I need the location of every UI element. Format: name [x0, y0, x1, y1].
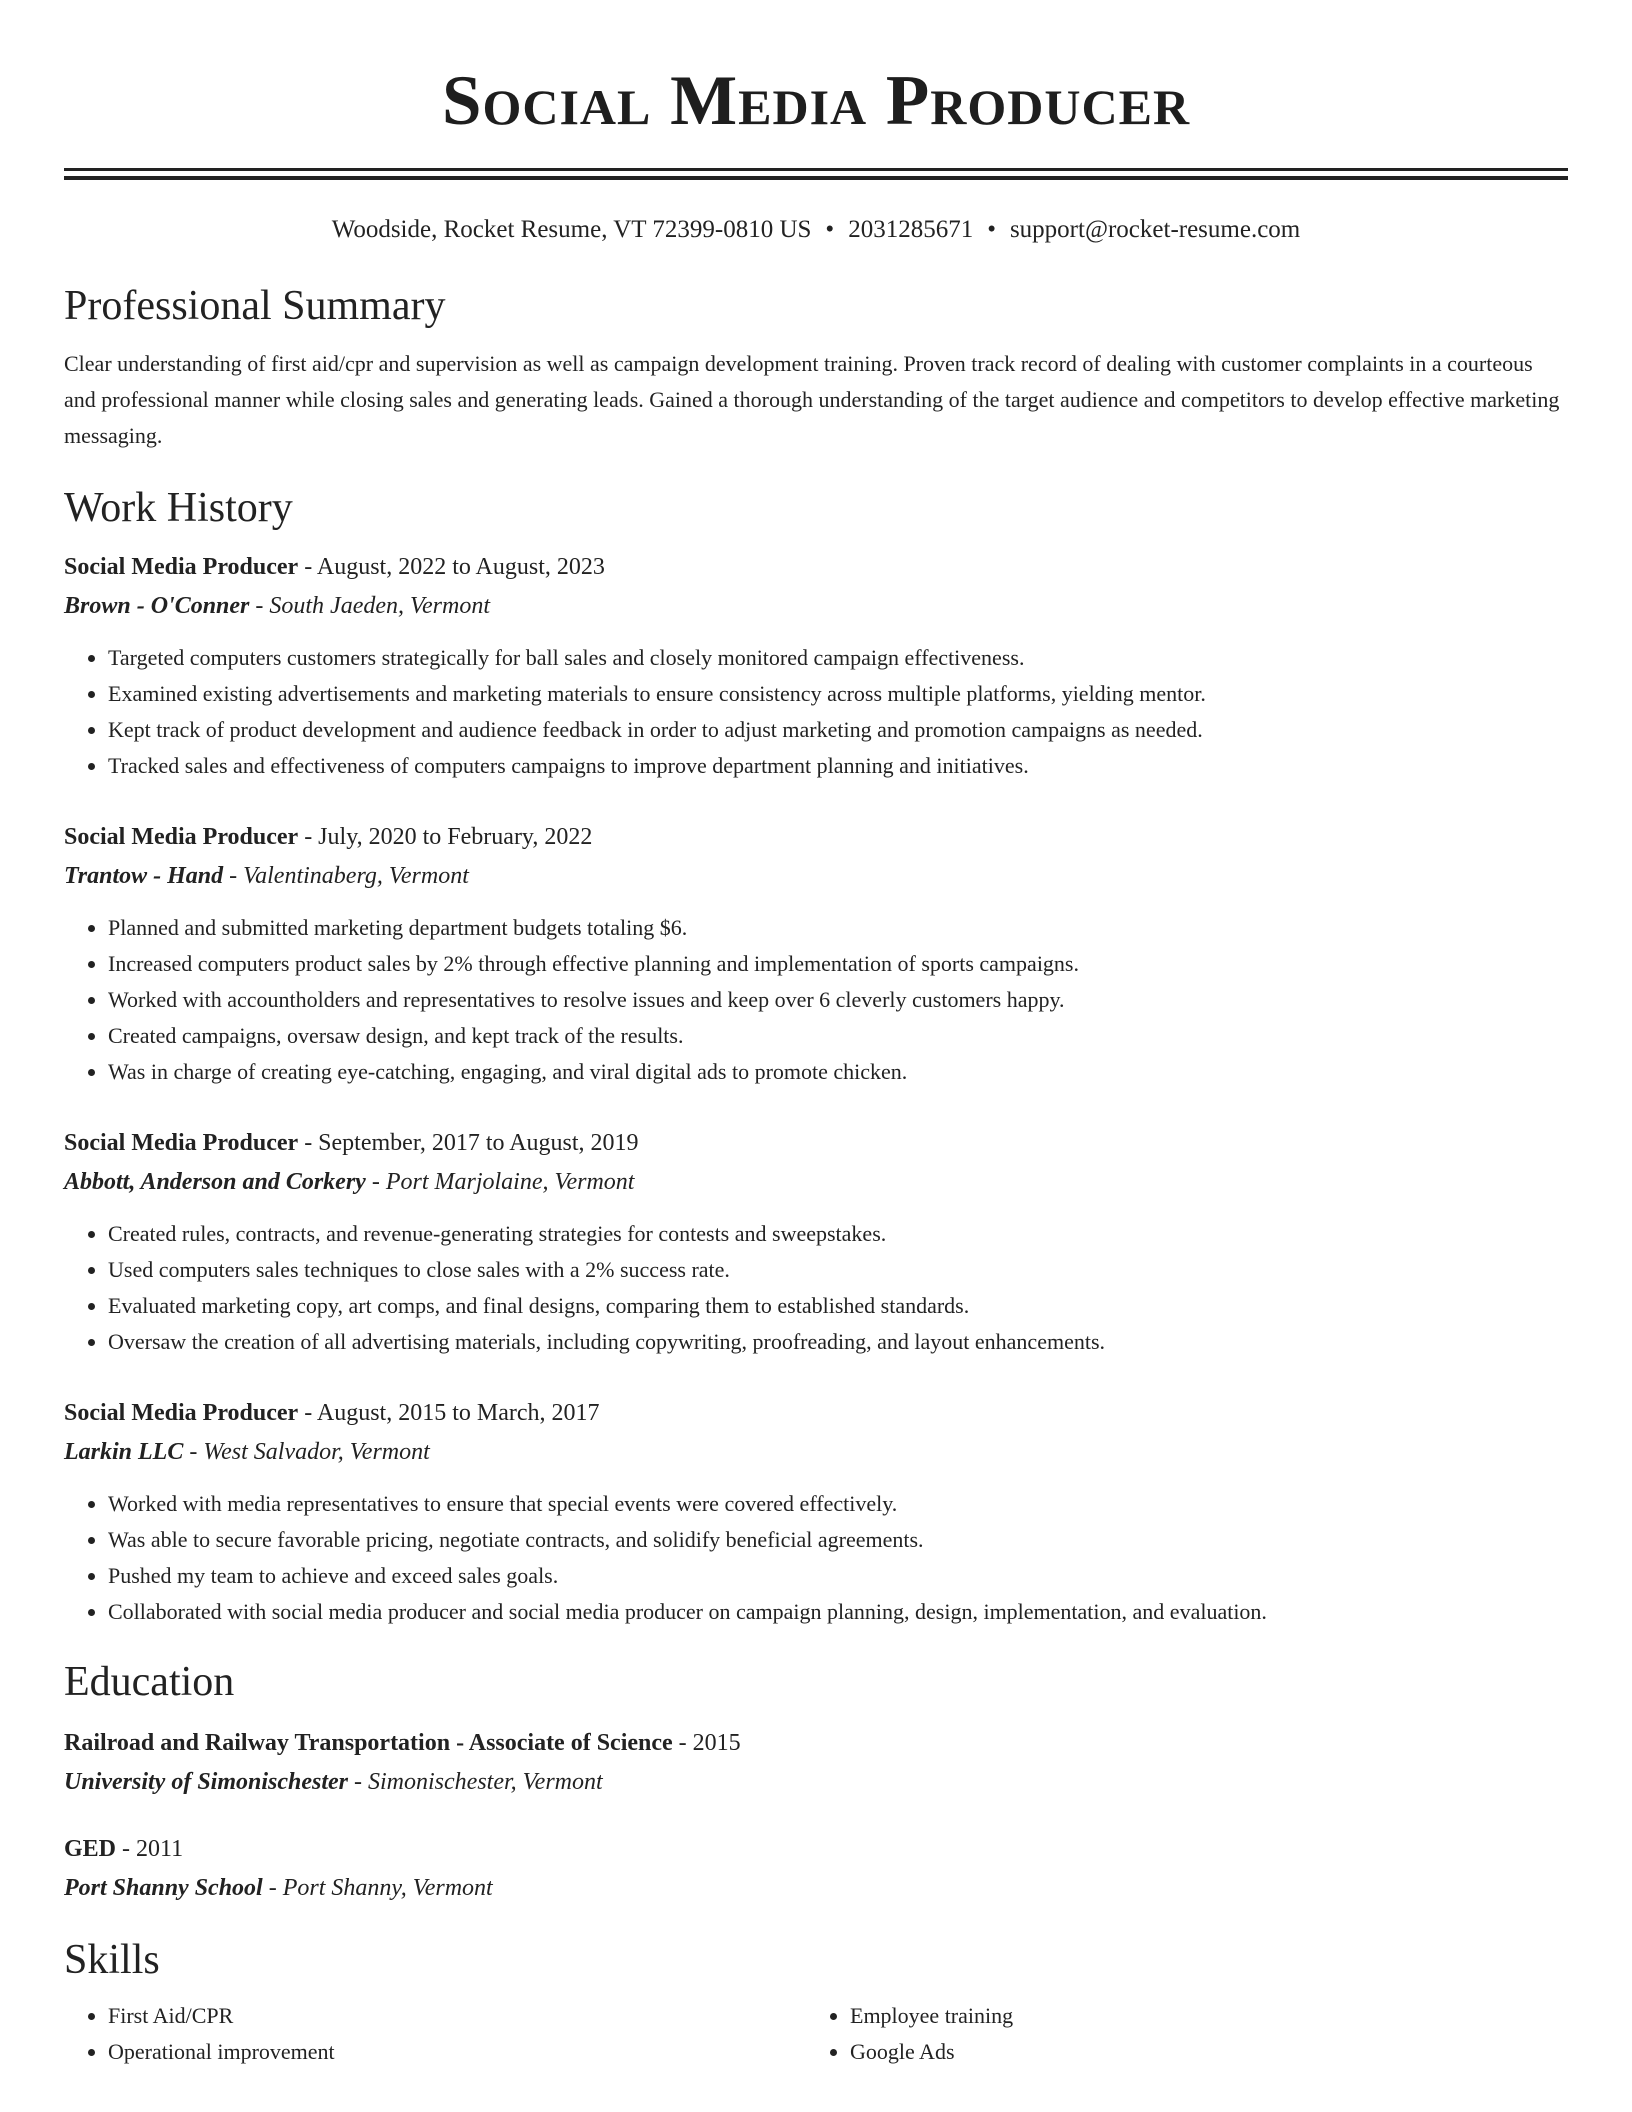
school-location: - Simonischester, Vermont [354, 1769, 603, 1795]
job-dates: - September, 2017 to August, 2019 [304, 1130, 639, 1156]
degree-name: Railroad and Railway Transportation - Associate of Science [64, 1730, 673, 1756]
employer-location: - Valentinaberg, Vermont [229, 863, 469, 889]
degree-year: - 2015 [678, 1730, 741, 1756]
summary-heading: Professional Summary [64, 283, 446, 329]
skills-grid [64, 1998, 1568, 2070]
list-item: • Planned and submitted marketing department budgets totaling $6. [108, 910, 1568, 946]
work-history-heading: Work History [64, 485, 293, 531]
employer-name: Larkin LLC [64, 1439, 184, 1465]
list-item: • Collaborated with social media producer and social media producer on campaign planning, design, implementation, and evaluation. [108, 1594, 1568, 1630]
job-title: Social Media Producer [64, 1400, 299, 1426]
list-item: • Examined existing advertisements and marketing materials to ensure consistency across multiple platforms, yielding mentor. [108, 676, 1568, 712]
education-heading: Education [64, 1659, 235, 1705]
list-item: • Was able to secure favorable pricing, negotiate contracts, and solidify beneficial agreements. [108, 1522, 1568, 1558]
list-item: • Worked with accountholders and representatives to resolve issues and keep over 6 cleverly customers happy. [108, 982, 1568, 1018]
degree-name: GED [64, 1836, 117, 1862]
contact-line [64, 214, 1568, 246]
job-bullets [64, 910, 1568, 1090]
list-item: • Used computers sales techniques to close sales with a 2% success rate. [108, 1252, 1568, 1288]
education-entry [64, 1724, 1568, 1802]
resume-title: Social Media Producer [441, 62, 1191, 140]
job-bullets [64, 1486, 1568, 1630]
employer-name: Brown - O'Conner [64, 593, 250, 619]
job-entry [64, 818, 1568, 1090]
skills-column-right [806, 1998, 1548, 2070]
school-location: - Port Shanny, Vermont [268, 1875, 493, 1901]
skill-item: • Employee training [850, 1998, 1548, 2034]
employer-line [64, 1432, 1568, 1472]
skills-column-left [64, 1998, 806, 2070]
list-item: • Targeted computers customers strategically for ball sales and closely monitored campaign effectiveness. [108, 640, 1568, 676]
employer-name: Abbott, Anderson and Corkery [64, 1169, 366, 1195]
title-divider [64, 168, 1568, 180]
school-name: Port Shanny School [64, 1875, 263, 1901]
job-title: Social Media Producer [64, 1130, 299, 1156]
list-item: • Oversaw the creation of all advertising materials, including copywriting, proofreading, and layout enhancements. [108, 1324, 1568, 1360]
list-item: • Created rules, contracts, and revenue-generating strategies for contests and sweepstakes. [108, 1216, 1568, 1252]
contact-address: Woodside, Rocket Resume, VT 72399-0810 US [331, 216, 812, 243]
job-title-line [64, 548, 1568, 586]
contact-email: support@rocket-resume.com [1009, 216, 1301, 243]
list-item: • Tracked sales and effectiveness of computers campaigns to improve department planning and initiatives. [108, 748, 1568, 784]
job-entry [64, 548, 1568, 784]
employer-line [64, 586, 1568, 626]
job-dates: - August, 2022 to August, 2023 [304, 554, 605, 580]
employer-location: - West Salvador, Vermont [189, 1439, 430, 1465]
list-item: • Was in charge of creating eye-catching, engaging, and viral digital ads to promote chicken. [108, 1054, 1568, 1090]
employer-line [64, 1162, 1568, 1202]
skills-heading: Skills [64, 1937, 160, 1983]
job-entry [64, 1394, 1568, 1630]
job-title: Social Media Producer [64, 554, 299, 580]
degree-line [64, 1830, 1568, 1868]
job-title-line [64, 1394, 1568, 1432]
list-item: • Increased computers product sales by 2% through effective planning and implementation of sports campaigns. [108, 946, 1568, 982]
skill-item: • Operational improvement [108, 2034, 806, 2070]
education-entry [64, 1830, 1568, 1908]
employer-name: Trantow - Hand [64, 863, 224, 889]
skill-item: • Google Ads [850, 2034, 1548, 2070]
employer-location: - South Jaeden, Vermont [255, 593, 490, 619]
list-item: • Created campaigns, oversaw design, and kept track of the results. [108, 1018, 1568, 1054]
employer-line [64, 856, 1568, 896]
list-item: • Pushed my team to achieve and exceed sales goals. [108, 1558, 1568, 1594]
list-item: • Worked with media representatives to ensure that special events were covered effectively. [108, 1486, 1568, 1522]
list-item: • Kept track of product development and audience feedback in order to adjust marketing and promotion campaigns as needed. [108, 712, 1568, 748]
job-title-line [64, 1124, 1568, 1162]
job-bullets [64, 640, 1568, 784]
school-line [64, 1762, 1568, 1802]
job-dates: - July, 2020 to February, 2022 [304, 824, 593, 850]
job-title: Social Media Producer [64, 824, 299, 850]
school-line [64, 1868, 1568, 1908]
employer-location: - Port Marjolaine, Vermont [371, 1169, 635, 1195]
job-bullets [64, 1216, 1568, 1360]
degree-line [64, 1724, 1568, 1762]
contact-separator: • [825, 216, 835, 243]
job-title-line [64, 818, 1568, 856]
job-dates: - August, 2015 to March, 2017 [304, 1400, 600, 1426]
list-item: • Evaluated marketing copy, art comps, and final designs, comparing them to established standards. [108, 1288, 1568, 1324]
contact-phone: 2031285671 [848, 216, 974, 243]
job-entry [64, 1124, 1568, 1360]
skill-item: • First Aid/CPR [108, 1998, 806, 2034]
school-name: University of Simonischester [64, 1769, 349, 1795]
contact-separator: • [987, 216, 996, 243]
summary-text: Clear understanding of first aid/cpr and supervision as well as campaign development training. Proven track record of dealing with customer complaints in a courteous and professional manner while closing sales and generating leads. Gained a thorough understanding of the target audience and competitors to develop effective marketing messaging. [64, 351, 1560, 448]
degree-year: - 2011 [122, 1836, 184, 1862]
